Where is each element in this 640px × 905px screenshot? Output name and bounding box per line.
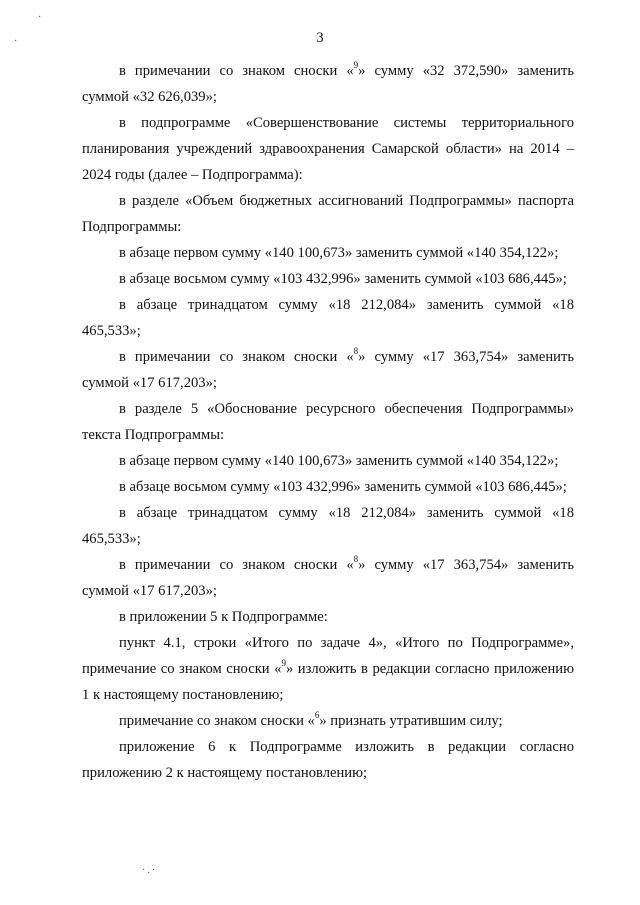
- paragraph-footnote-9: в примечании со знаком сноски «$^9$» сумму «32 372,590» заменить суммой «32 626,039»;: [82, 60, 574, 105]
- paragraph-appendix-6: приложение 6 к Подпрограмме изложить в редакции согласно приложению 2 к настоящему постановлению;: [82, 739, 574, 781]
- paragraph-appendix-5: в приложении 5 к Подпрограмме:: [119, 609, 328, 625]
- scan-speck: ·: [14, 36, 18, 47]
- footnote-mark: 8: [353, 346, 359, 357]
- scan-speck: ·.·: [142, 865, 158, 876]
- paragraph-section-5: в разделе 5 «Обоснование ресурсного обеспечения Подпрограммы» текста Подпрограммы:: [82, 401, 574, 443]
- paragraph-subprogram: в подпрограмме «Совершенствование системы территориального планирования учреждений здравоохранения Самарской области» на 2014 – 2024 годы (далее – Подпрограмма):: [82, 115, 574, 183]
- page-number: 3: [316, 30, 324, 46]
- paragraph-section-passport: в разделе «Объем бюджетных ассигнований Подпрограммы» паспорта Подпрограммы:: [82, 193, 574, 235]
- footnote-mark: 6: [314, 710, 320, 721]
- paragraph-first-abzac: в абзаце первом сумму «140 100,673» заменить суммой «140 354,122»;: [119, 453, 559, 469]
- document-body: [82, 58, 574, 786]
- paragraph-thirteenth-abzac: в абзаце тринадцатом сумму «18 212,084» заменить суммой «18 465,533»;: [82, 297, 574, 339]
- footnote-mark: 9: [353, 60, 359, 71]
- footnote-mark: 9: [281, 658, 286, 669]
- paragraph-thirteenth-abzac: в абзаце тринадцатом сумму «18 212,084» заменить суммой «18 465,533»;: [82, 505, 574, 547]
- paragraph-eighth-abzac: в абзаце восьмом сумму «103 432,996» заменить суммой «103 686,445»;: [119, 479, 567, 495]
- paragraph-item-4-1: пункт 4.1, строки «Итого по задаче 4», «Итого по Подпрограмме», примечание со знаком сноски «$^9$» изложить в редакции согласно приложению 1 к настоящему постановлению;: [82, 635, 574, 703]
- paragraph-eighth-abzac: в абзаце восьмом сумму «103 432,996» заменить суммой «103 686,445»;: [119, 271, 567, 287]
- paragraph-footnote-8: в примечании со знаком сноски «$^8$» сумму «17 363,754» заменить суммой «17 617,203»;: [82, 554, 574, 599]
- footnote-mark: 8: [353, 554, 359, 565]
- scan-speck: ·: [38, 12, 42, 23]
- paragraph-footnote-8: в примечании со знаком сноски «$^8$» сумму «17 363,754» заменить суммой «17 617,203»;: [82, 346, 574, 391]
- paragraph-first-abzac: в абзаце первом сумму «140 100,673» заменить суммой «140 354,122»;: [119, 245, 559, 261]
- paragraph-footnote-6: примечание со знаком сноски «$^6$» признать утратившим силу;: [119, 710, 503, 729]
